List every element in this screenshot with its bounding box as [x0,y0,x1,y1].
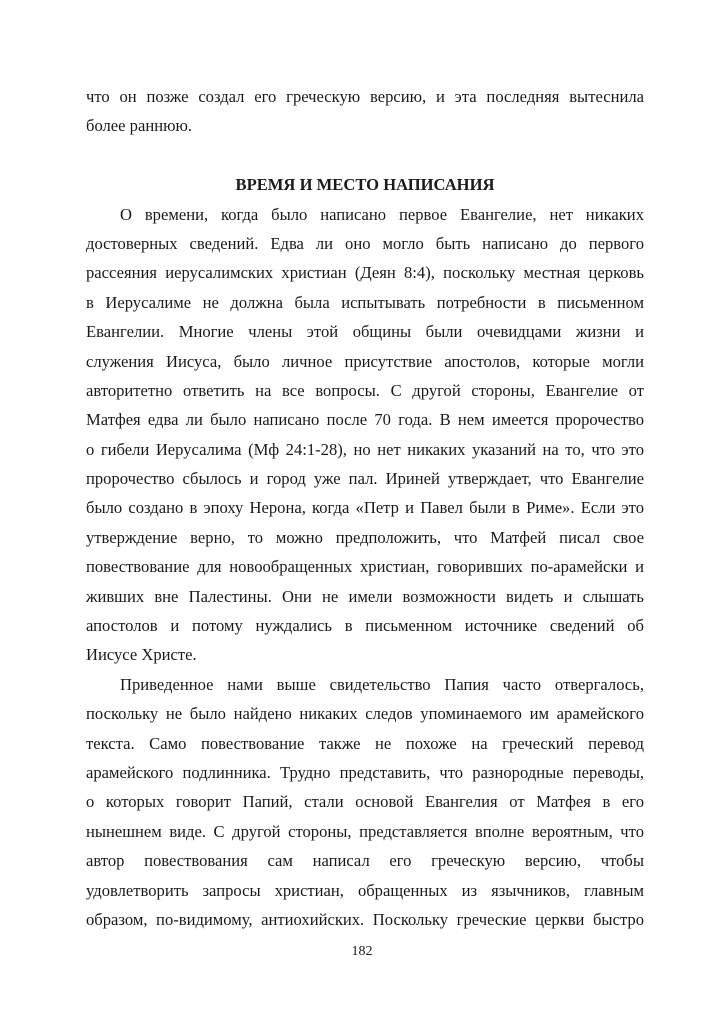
text-line: достоверных сведений. Едва ли оно могло быть написано до первого [86,233,644,253]
text-line: авторитетно ответить на все вопросы. С другой стороны, Евангелие от [86,380,644,400]
text-line: нынешнем виде. С другой стороны, представляется вполне вероятным, что [86,821,644,841]
text-line: апостолов и потому нуждались в письменном источнике сведений об [86,616,644,636]
text-line: рассеяния иерусалимских христиан (Деян 8:4), поскольку местная церковь [86,263,644,283]
text-line: арамейского подлинника. Трудно представить, что разнородные переводы, [86,762,644,782]
text-line: образом, по-видимому, антиохийских. Поскольку греческие церкви быстро [86,909,644,929]
text-line: о которых говорит Папий, стали основой Евангелия от Матфея в его [86,792,644,812]
text-line: живших вне Палестины. Они не имели возможности видеть и слышать [86,586,644,606]
text-line: поскольку не было найдено никаких следов упоминаемого им арамейского [86,704,644,724]
text-line: в Иерусалиме не должна была испытывать потребности в письменном [86,292,644,312]
paragraph-time-of-writing [86,200,644,670]
text-line: удовлетворить запросы христиан, обращенных из язычников, главным [86,880,644,900]
text-line: было создано в эпоху Нерона, когда «Петр и Павел были в Риме». Если это [86,498,644,518]
text-line: О времени, когда было написано первое Евангелие, нет никаких [120,204,644,224]
spacer [86,141,644,170]
text-line: текста. Само повествование также не похоже на греческий перевод [86,733,644,753]
text-line: автор повествования сам написал его греческую версию, чтобы [86,851,644,871]
text-line: более раннюю. [86,116,193,136]
page-number: 182 [351,944,373,959]
section-heading: ВРЕМЯ И МЕСТО НАПИСАНИЯ [235,175,495,195]
text-line: пророчество сбылось и город уже пал. Ириней утверждает, что Евангелие [86,469,644,489]
text-line: Матфея едва ли было написано после 70 года. В нем имеется пророчество [86,410,644,430]
text-line: Иисусе Христе. [86,645,197,665]
text-line: Приведенное нами выше свидетельство Папия часто отвергалось, [120,674,644,694]
text-line: что он позже создал его греческую версию, и эта последняя вытеснила [86,87,644,106]
paragraph-papias-testimony [86,670,644,935]
page-body [86,82,644,934]
text-line: утверждение верно, то можно предположить, что Матфей писал свое [86,527,644,547]
text-line: о гибели Иерусалима (Мф 24:1-28), но нет никаких указаний на то, что это [86,439,644,459]
text-line: Евангелии. Многие члены этой общины были очевидцами жизни и [86,322,644,342]
continuation-paragraph [86,82,644,141]
text-line: повествование для новообращенных христиан, говоривших по-арамейски и [86,557,644,577]
text-line: служения Иисуса, было личное присутствие апостолов, которые могли [86,351,644,371]
